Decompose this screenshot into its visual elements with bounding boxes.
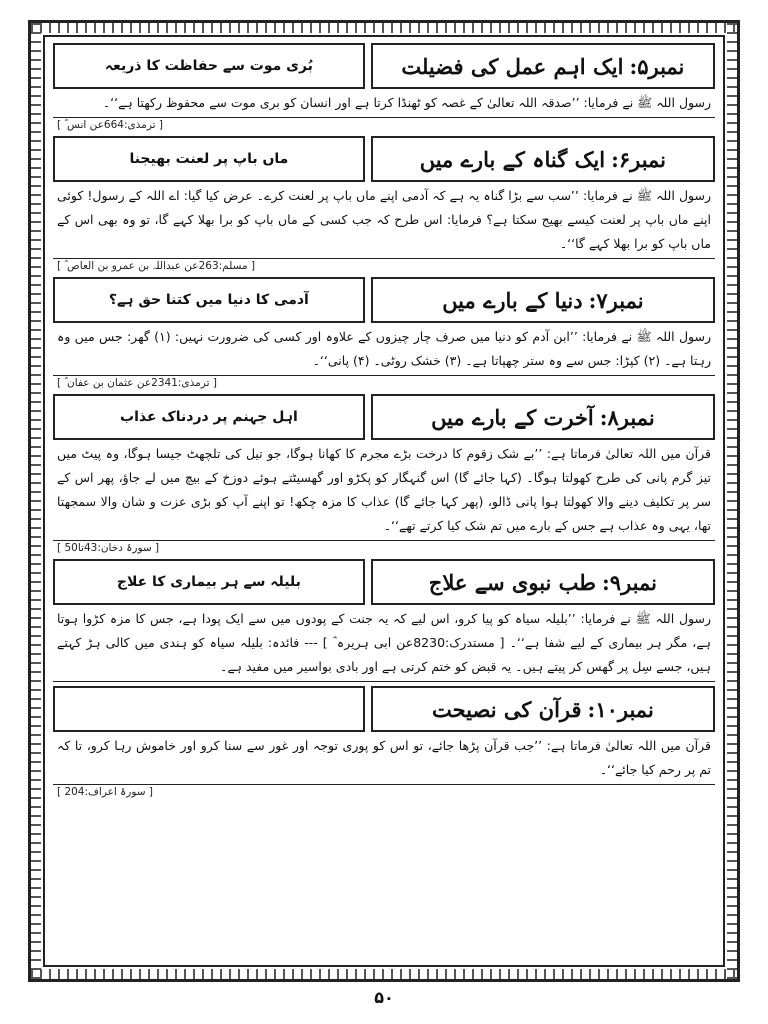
section-title: ایک گناہ کے بارے میں — [419, 146, 606, 172]
section-header — [53, 686, 715, 732]
section-number: نمبر۹: — [602, 569, 657, 595]
section-body: قرآن میں اللہ تعالیٰ فرماتا ہے: ’’جب قرآن پڑھا جائے، تو اس کو پوری توجہ اور غور سے سنا کرو اور خاموش رہا کرو، تا کہ تم پر رحم کیا جائے‘‘۔ — [53, 732, 715, 785]
section — [53, 686, 715, 799]
section-reference: [ ترمذی:2341عن عثمان بن عفان ؓ ] — [57, 377, 217, 389]
section-number: نمبر۸: — [599, 404, 655, 430]
page-number: ۵۰ — [374, 988, 394, 1007]
section-reference: [ ترمذی:664عن انس ؓ ] — [57, 119, 163, 131]
section — [53, 43, 715, 132]
section — [53, 559, 715, 682]
section — [53, 277, 715, 390]
section-header — [53, 559, 715, 605]
section-subtitle: آدمی کا دنیا میں کتنا حق ہے؟ — [53, 277, 365, 323]
section-header — [53, 394, 715, 440]
section-number: نمبر۷: — [588, 287, 644, 313]
section-number: نمبر۶: — [611, 146, 667, 172]
section-header — [53, 43, 715, 89]
section-reference: [ سورۂ دخان:43تا50 ] — [57, 542, 160, 554]
section-subtitle: ماں باپ پر لعنت بھیجنا — [53, 136, 365, 182]
content-area — [43, 35, 725, 967]
section-body: رسول اللہ ﷺ نے فرمایا: ’’صدقہ اللہ تعالیٰ کے غصہ کو ٹھنڈا کرتا ہے اور انسان کو بری موت سے محفوظ رکھتا ہے‘‘۔ — [53, 89, 715, 118]
section-subtitle: بُری موت سے حفاظت کا ذریعہ — [53, 43, 365, 89]
section-title-box — [371, 43, 715, 89]
section-body: رسول اللہ ﷺ نے فرمایا: ’’سب سے بڑا گناہ یہ ہے کہ آدمی اپنے ماں باپ پر لعنت کرے۔ عرض کیا گیا: اے اللہ کے رسول! کوئی اپنے ماں باپ پر لعنت کیسے بھیج سکتا ہے؟ فرمایا: اس طرح کہ جب کسی کے ماں باپ کو برا بھلا کہے گا، تو وہ بھی اس کے ماں باپ کو برا بھلا کہے گا‘‘۔ — [53, 182, 715, 259]
section-reference: [ مسلم:263عن عبداللہ بن عمرو بن العاص ؓ ] — [57, 260, 256, 272]
section-title-box — [371, 394, 715, 440]
section-body: قرآن میں اللہ تعالیٰ فرماتا ہے: ’’بے شک زقوم کا درخت بڑے مجرم کا کھانا ہوگا، جو تیل کی تلچھٹ جیسا ہوگا، وہ پیٹ میں تیز گرم پانی کی طرح کھولتا ہوگا۔ (کہا جائے گا) اس گنہگار کو پکڑو اور گھسیٹتے ہوئے دوزخ کے بیچ میں لے جاؤ، پھر اس کے سر پر تکلیف دینے والا کھولتا ہوا پانی ڈالو، (پھر کہا جائے گا) عذاب کا مزہ چکھ! تو اپنے آپ کو بڑی عزت و شان والا سمجھتا تھا، یہی وہ عذاب ہے جس کے بارے میں تم شک کیا کرتے تھے‘‘۔ — [53, 440, 715, 541]
section — [53, 136, 715, 273]
section-reference: [ سورۂ اعراف:204 ] — [57, 786, 154, 798]
section-header — [53, 277, 715, 323]
section-subtitle: بلیلہ سے ہر بیماری کا علاج — [53, 559, 365, 605]
section-title-box — [371, 277, 715, 323]
page-border — [28, 20, 740, 982]
section-number: نمبر۱۰: — [587, 696, 654, 722]
section-title: آخرت کے بارے میں — [431, 404, 594, 430]
section-title: طب نبوی سے علاج — [428, 569, 597, 595]
section-title-box — [371, 136, 715, 182]
section-body: رسول اللہ ﷺ نے فرمایا: ’’ابن آدم کو دنیا میں صرف چار چیزوں کے علاوہ اور کسی کی ضرورت نہیں: (۱) گھر: جس میں وہ رہتا ہے۔ (۲) کپڑا: جس سے وہ ستر چھپاتا ہے۔ (۳) خشک روٹی۔ (۴) پانی‘‘۔ — [53, 323, 715, 376]
section-title: قرآن کی نصیحت — [431, 696, 582, 722]
section-title: ایک اہم عمل کی فضیلت — [401, 53, 624, 79]
section-subtitle — [53, 686, 365, 732]
section-subtitle: اہل جہنم پر دردناک عذاب — [53, 394, 365, 440]
section-title-box — [371, 559, 715, 605]
section-header — [53, 136, 715, 182]
section-number: نمبر۵: — [629, 53, 685, 79]
section — [53, 394, 715, 555]
section-body: رسول اللہ ﷺ نے فرمایا: ’’بلیلہ سیاہ کو پیا کرو، اس لیے کہ یہ جنت کے پودوں میں سے ایک پودا ہے، جس کا مزہ کڑوا ہوتا ہے، مگر ہر بیماری کے لیے شفا ہے‘‘۔ [ مستدرک:8230عن ابی ہریرہ ؓ ] --- فائدہ: بلیلہ سیاہ کو ہندی میں کالی ہڑ کہتے ہیں، جسے سِل پر گھس کر پیتے ہیں۔ یہ قبض کو ختم کرتی ہے اور بادی بواسیر میں مفید ہے۔ — [53, 605, 715, 682]
section-title: دنیا کے بارے میں — [442, 287, 583, 313]
section-title-box — [371, 686, 715, 732]
